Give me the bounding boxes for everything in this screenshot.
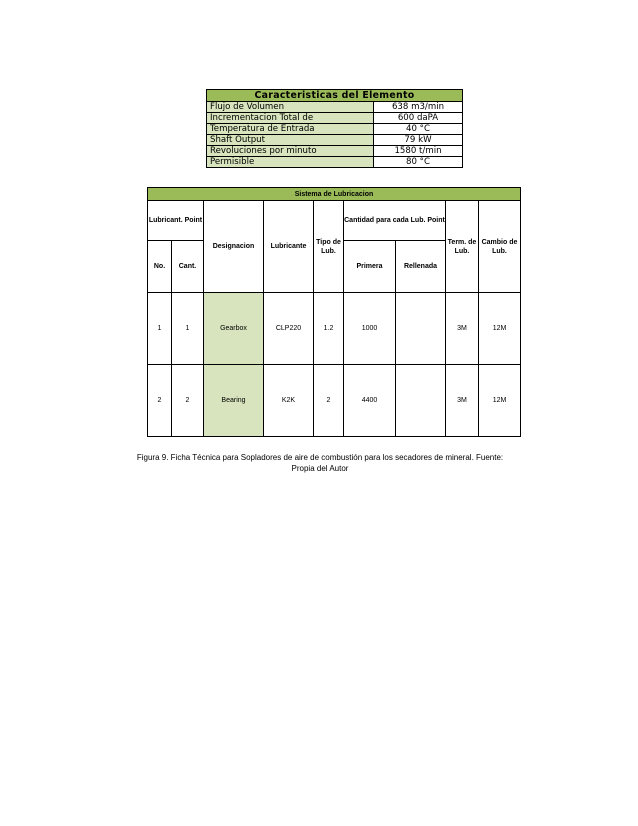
characteristic-value: 80 °C (374, 157, 463, 168)
cell-tipo: 2 (314, 365, 344, 437)
cell-lubricante: CLP220 (264, 293, 314, 365)
cell-rellenada (396, 365, 446, 437)
characteristics-title: Caracteristicas del Elemento (207, 90, 463, 102)
header-cambio: Cambio de Lub. (479, 201, 521, 293)
lubrication-title: Sistema de Lubricacion (148, 188, 521, 201)
characteristic-value: 40 °C (374, 124, 463, 135)
cell-cant: 1 (172, 293, 204, 365)
caption-line-2: Propia del Autor (291, 464, 349, 473)
figure-caption (110, 452, 530, 474)
cell-tipo: 1.2 (314, 293, 344, 365)
cell-cambio: 12M (479, 365, 521, 437)
table-row (207, 102, 463, 113)
table-row (207, 146, 463, 157)
characteristic-label: Flujo de Volumen (207, 102, 374, 113)
cell-primera: 4400 (344, 365, 396, 437)
header-rellenada: Rellenada (396, 241, 446, 293)
cell-rellenada (396, 293, 446, 365)
header-term: Term. de Lub. (446, 201, 479, 293)
cell-no: 2 (148, 365, 172, 437)
header-cantidad: Cantidad para cada Lub. Point (344, 201, 446, 241)
characteristic-value: 638 m3/min (374, 102, 463, 113)
table-row (148, 365, 521, 437)
characteristic-label: Temperatura de Entrada (207, 124, 374, 135)
cell-cambio: 12M (479, 293, 521, 365)
characteristic-label: Revoluciones por minuto (207, 146, 374, 157)
cell-primera: 1000 (344, 293, 396, 365)
characteristic-value: 600 daPA (374, 113, 463, 124)
characteristic-value: 79 kW (374, 135, 463, 146)
header-cant: Cant. (172, 241, 204, 293)
header-primera: Primera (344, 241, 396, 293)
header-lub-point: Lubricant. Point (148, 201, 204, 241)
cell-term: 3M (446, 365, 479, 437)
table-row (207, 113, 463, 124)
cell-designacion: Gearbox (204, 293, 264, 365)
lubrication-table (147, 187, 521, 437)
cell-designacion: Bearing (204, 365, 264, 437)
table-row (148, 293, 521, 365)
header-lubricante: Lubricante (264, 201, 314, 293)
header-designacion: Designacion (204, 201, 264, 293)
cell-term: 3M (446, 293, 479, 365)
table-row (207, 157, 463, 168)
characteristics-table (206, 89, 463, 168)
cell-no: 1 (148, 293, 172, 365)
characteristic-label: Permisible (207, 157, 374, 168)
cell-lubricante: K2K (264, 365, 314, 437)
characteristic-value: 1580 t/min (374, 146, 463, 157)
header-tipo: Tipo de Lub. (314, 201, 344, 293)
characteristic-label: Shaft Output (207, 135, 374, 146)
table-row (207, 124, 463, 135)
header-no: No. (148, 241, 172, 293)
table-row (207, 135, 463, 146)
cell-cant: 2 (172, 365, 204, 437)
characteristic-label: Incrementacion Total de (207, 113, 374, 124)
caption-line-1: Figura 9. Ficha Técnica para Sopladores de aire de combustión para los secadores de mineral. Fuente: (136, 453, 504, 462)
